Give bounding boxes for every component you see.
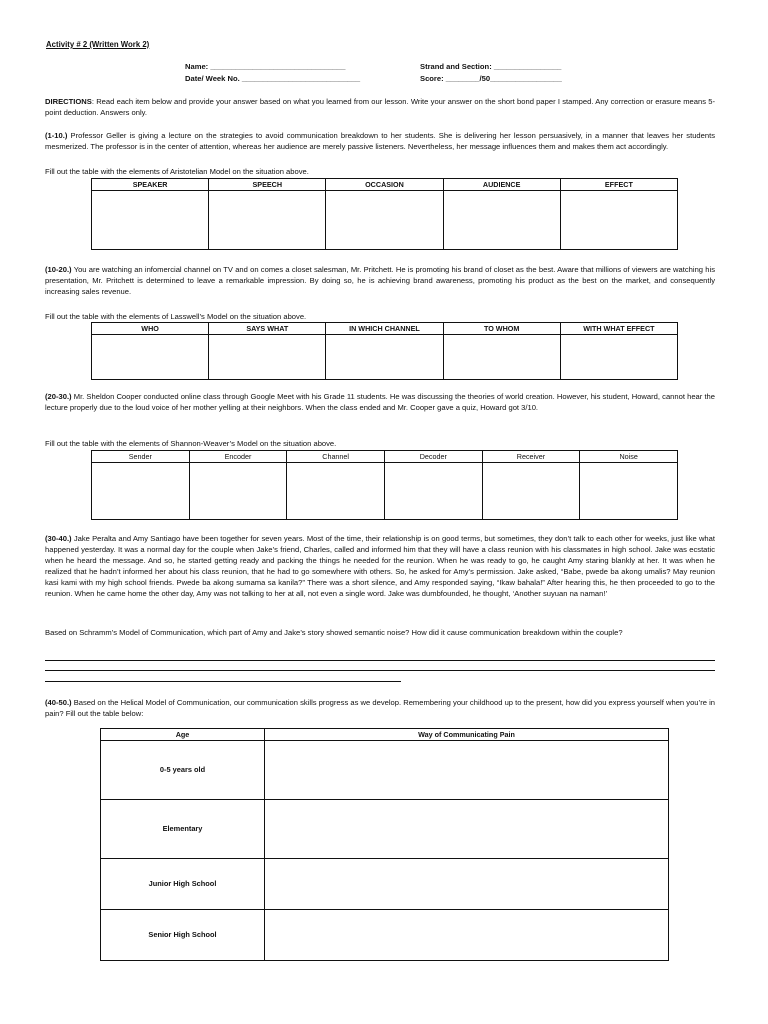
question-text: Based on the Helical Model of Communication, our communication skills progress as we develop. Remembering your childhood up to the present, how did you express yourself when you’re in pain? Fill out the table below: (45, 698, 715, 718)
answer-cell[interactable] (287, 463, 385, 520)
answer-cell[interactable] (92, 191, 209, 250)
question-20-30 (45, 391, 715, 413)
helical-model-table (100, 728, 669, 961)
answer-cell[interactable] (265, 859, 669, 910)
column-header: Sender (92, 451, 190, 463)
column-header: WHO (92, 323, 209, 335)
answer-cell[interactable] (265, 800, 669, 859)
lasswell-table (91, 322, 678, 380)
column-header: EFFECT (560, 179, 677, 191)
answer-line[interactable] (45, 670, 715, 671)
column-header: OCCASION (326, 179, 443, 191)
question-number: (10-20.) (45, 265, 72, 274)
question-1-10 (45, 130, 715, 152)
answer-cell[interactable] (209, 191, 326, 250)
column-header: AUDIENCE (443, 179, 560, 191)
name-field: Name: ________________________________ (185, 62, 346, 71)
answer-cell[interactable] (326, 191, 443, 250)
column-header: Decoder (384, 451, 482, 463)
directions-label: DIRECTIONS (45, 97, 92, 106)
column-header: Encoder (189, 451, 287, 463)
column-header: SPEECH (209, 179, 326, 191)
question-number: (40-50.) (45, 698, 72, 707)
answer-cell[interactable] (443, 335, 560, 380)
q2-instruction: Fill out the table with the elements of Lasswell’s Model on the situation above. (45, 312, 307, 321)
answer-cell[interactable] (580, 463, 678, 520)
date-week-field: Date/ Week No. ____________________________ (185, 74, 361, 83)
answer-cell[interactable] (482, 463, 580, 520)
age-cell: 0-5 years old (101, 741, 265, 800)
answer-cell[interactable] (189, 463, 287, 520)
answer-cell[interactable] (209, 335, 326, 380)
q1-instruction: Fill out the table with the elements of Aristotelian Model on the situation above. (45, 167, 309, 176)
question-number: (1-10.) (45, 131, 68, 140)
question-30-40 (45, 533, 715, 599)
answer-cell[interactable] (265, 910, 669, 961)
shannon-weaver-table (91, 450, 678, 520)
column-header: Channel (287, 451, 385, 463)
answer-line[interactable] (45, 660, 715, 661)
age-cell: Elementary (101, 800, 265, 859)
answer-cell[interactable] (92, 463, 190, 520)
score-field: Score: ________/50_________________ (420, 74, 562, 83)
age-cell: Senior High School (101, 910, 265, 961)
answer-cell[interactable] (265, 741, 669, 800)
aristotelian-table (91, 178, 678, 250)
activity-title: Activity # 2 (Written Work 2) (46, 40, 150, 49)
question-text: You are watching an infomercial channel on TV and on comes a closet salesman, Mr. Pritchett. He is promoting his brand of closet as the best. Aware that millions of viewers are watching his presentation, Mr. Pritchett is determined to leave a remarkable impression. By doing so, he is achieving brand awareness, promoting his product as the best on the market, and consequently increasing sales revenue. (45, 265, 715, 296)
column-header: Age (101, 729, 265, 741)
question-text: Mr. Sheldon Cooper conducted online class through Google Meet with his Grade 11 students. He was discussing the theories of world creation. However, his student, Howard, cannot hear the lecture properly due to the loud voice of her mother yelling at their neighbors. When the class ended and Mr. Cooper gave a quiz, Howard got 3/10. (45, 392, 715, 412)
question-40-50 (45, 697, 715, 719)
question-number: (20-30.) (45, 392, 72, 401)
column-header: IN WHICH CHANNEL (326, 323, 443, 335)
answer-line[interactable] (45, 681, 401, 682)
column-header: SPEAKER (92, 179, 209, 191)
answer-cell[interactable] (92, 335, 209, 380)
age-cell: Junior High School (101, 859, 265, 910)
answer-cell[interactable] (326, 335, 443, 380)
answer-cell[interactable] (443, 191, 560, 250)
directions-text: : Read each item below and provide your answer based on what you learned from our lesson. Write your answer on the short bond paper I stamped. Any correction or erasure means 5-point deduction. Answers only. (45, 97, 715, 117)
question-text: Professor Geller is giving a lecture on the strategies to avoid communication breakdown to her students. She is delivering her lesson persuasively, in a manner that leaves her students mesmerized. The professor is in the center of attention, whereas her audience are merely passive listeners. Nevertheless, her message influences them and makes them act accordingly. (45, 131, 715, 151)
column-header: Receiver (482, 451, 580, 463)
column-header: WITH WHAT EFFECT (560, 323, 677, 335)
answer-cell[interactable] (560, 191, 677, 250)
q4-question: Based on Schramm’s Model of Communication, which part of Amy and Jake’s story showed semantic noise? How did it cause communication breakdown within the couple? (45, 628, 623, 637)
column-header: TO WHOM (443, 323, 560, 335)
column-header: Way of Communicating Pain (265, 729, 669, 741)
answer-cell[interactable] (560, 335, 677, 380)
column-header: Noise (580, 451, 678, 463)
q3-instruction: Fill out the table with the elements of Shannon-Weaver’s Model on the situation above. (45, 439, 337, 448)
answer-cell[interactable] (384, 463, 482, 520)
question-10-20 (45, 264, 715, 297)
question-text: Jake Peralta and Amy Santiago have been together for seven years. Most of the time, their relationship is on good terms, but sometimes, they don’t talk to each other for weeks, just like what happened yesterday. It was a normal day for the couple when Jake’s friend, Charles, called and informed him that they will have a class reunion with his classmates in high school. Jake was ecstatic when he heard the message. And so, he started getting ready and packing the things he needed for the reunion. When he was ready to go, he caught Amy staring blankly at her. It was when he realized that he hadn’t informed her about his class reunion, that he had to go somewhere with others. So, he asked for Amy’s permission. Jake asked, “Babe, pwede ba akong umalis? May reunion kasi kami with my high school friends. Pwede ba akong sumama sa kanila?” There was a short silence, and Amy responded saying, “Ikaw bahala!” After hearing this, he then proceeded to go to the reunion. When he came home the other day, Amy was not talking to her at all, not even a single word. Jake was dumbfounded, he thought, ‘Another suyuan na naman!’ (45, 534, 715, 598)
directions (45, 96, 715, 118)
question-number: (30-40.) (45, 534, 72, 543)
strand-section-field: Strand and Section: ________________ (420, 62, 562, 71)
column-header: SAYS WHAT (209, 323, 326, 335)
